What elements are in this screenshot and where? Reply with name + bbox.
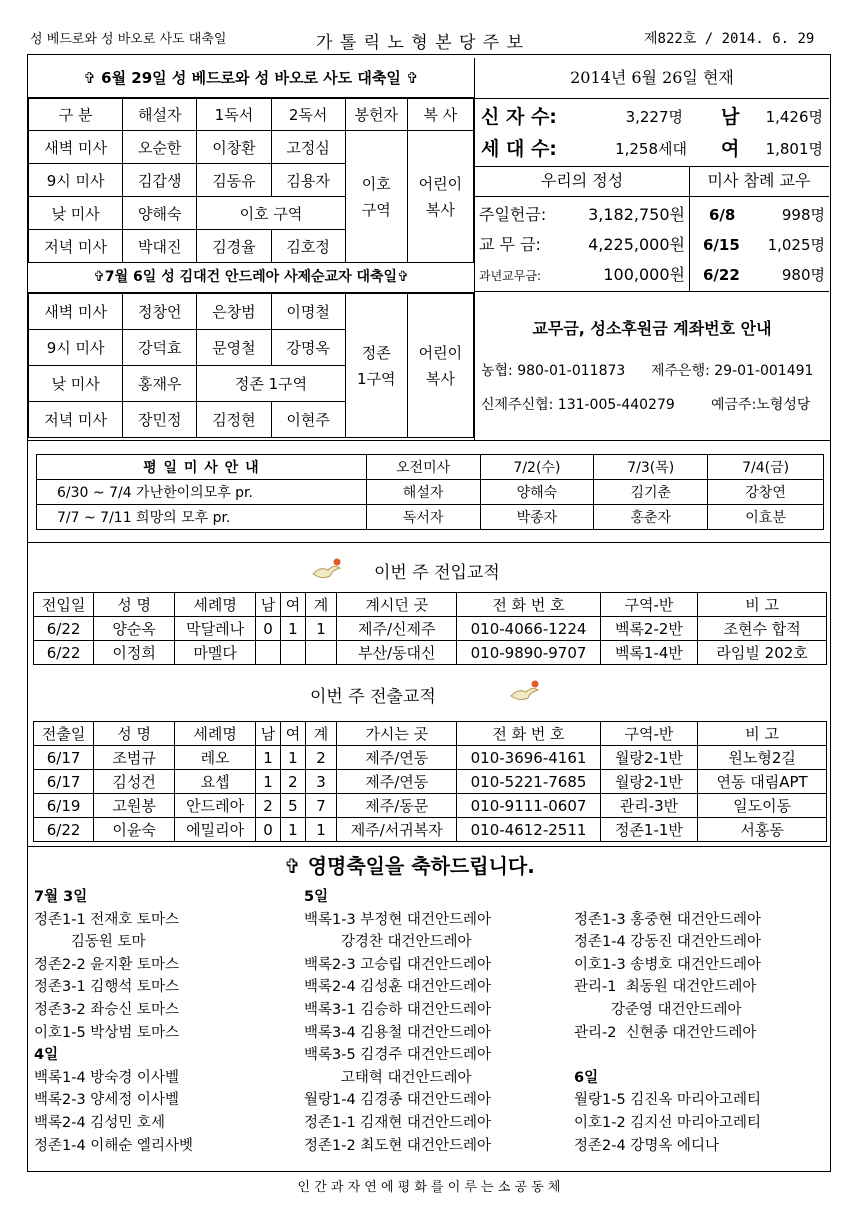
table-cell: 월랑2-1반	[600, 746, 698, 770]
table-cell: 일도이동	[698, 794, 827, 818]
table-cell: 조범규	[94, 746, 175, 770]
column-header: 비 고	[698, 593, 827, 617]
feast-entry: 정존2-4 강명옥 에디나	[574, 1137, 719, 1154]
column-header: 성 명	[94, 593, 175, 617]
column-header: 계	[305, 722, 336, 746]
feast-entry	[574, 886, 830, 909]
feast-entry: 백록3-5 김경주 대건안드레아	[304, 1047, 491, 1064]
feast-column-1	[34, 886, 304, 1157]
table-cell: 연동 대림APT	[698, 770, 827, 794]
table-cell: 010-4066-1224	[457, 617, 600, 641]
feast-entry: 정존1-4 이해순 엘리사벳	[34, 1137, 193, 1154]
table-cell: 1	[256, 746, 281, 770]
schedule2-title: ✞7월 6일 성 김대건 안드레아 사제순교자 대축일✞	[28, 261, 474, 293]
table-cell: 제주/연동	[337, 746, 457, 770]
table-cell: 관리-3반	[600, 794, 698, 818]
dove-icon	[310, 556, 344, 582]
table-cell: 6/22	[34, 818, 94, 842]
bulletin-title: 가 톨 릭 노 형 본 당 주 보	[316, 33, 525, 53]
offering-title: 우리의 정성	[540, 171, 624, 190]
table-cell: 1	[305, 818, 336, 842]
table-cell: 6/19	[34, 794, 94, 818]
table-cell: 010-3696-4161	[457, 746, 600, 770]
table-cell: 6/22	[34, 617, 94, 641]
feast-entry: 정존3-1 김행석 토마스	[34, 979, 179, 996]
feast-entry: 이호1-3 송병호 대건안드레아	[574, 956, 761, 973]
table-cell: 조현수 합적	[698, 617, 827, 641]
column-header: 전입일	[34, 593, 94, 617]
table-cell: 제주/신제주	[337, 617, 457, 641]
table-row	[34, 641, 827, 665]
table-cell: 1	[281, 818, 306, 842]
feast-entry: 이호1-5 박상범 토마스	[34, 1024, 179, 1041]
schedule2-table: 새벽 미사 정창언 은창범 이명철 정존 1구역 어린이 복사 9시 미사 강덕효 문영철 강명옥 낮 미사 홍재우 정존 1구역 저녁 미사 장민정 김정현 이현주	[28, 293, 474, 438]
table-cell: 마멜다	[175, 641, 256, 665]
feast-entry: 월랑1-4 김경종 대건안드레아	[304, 1092, 491, 1109]
table-cell: 7	[305, 794, 336, 818]
table-cell: 0	[256, 617, 281, 641]
table-row	[34, 617, 827, 641]
table-cell: 김성건	[94, 770, 175, 794]
table-cell: 5	[281, 794, 306, 818]
feast-date: 5일	[304, 889, 329, 905]
column-header: 세례명	[175, 593, 256, 617]
table-cell: 010-5221-7685	[457, 770, 600, 794]
table-cell: 6/17	[34, 746, 94, 770]
attendance-title: 미사 참례 교우	[707, 171, 811, 190]
footer-motto: 인 간 과 자 연 에 평 화 를 이 루 는 소 공 동 체	[297, 1180, 561, 1195]
table-cell: 1	[256, 770, 281, 794]
column-header: 세례명	[175, 722, 256, 746]
table-cell: 부산/동대신	[337, 641, 457, 665]
column-header: 여	[281, 722, 306, 746]
feast-entry	[574, 1044, 830, 1067]
feast-entry: 정존1-1 김재현 대건안드레아	[304, 1114, 491, 1131]
table-cell	[305, 641, 336, 665]
table-cell: 고원봉	[94, 794, 175, 818]
table-cell: 원노형2길	[698, 746, 827, 770]
feast-entry: 정존3-2 좌승신 토마스	[34, 1001, 179, 1018]
feast-entry: 정존1-4 강동진 대건안드레아	[574, 934, 761, 951]
table-cell: 3	[305, 770, 336, 794]
table-cell: 벡록2-2반	[600, 617, 698, 641]
table-cell	[256, 641, 281, 665]
table-cell: 벡록1-4반	[600, 641, 698, 665]
column-header: 계시던 곳	[337, 593, 457, 617]
feast-entry: 관리-1 최동원 대건안드레아	[574, 979, 757, 996]
table-cell: 정존1-1반	[600, 818, 698, 842]
feast-column-2	[304, 886, 574, 1157]
column-header: 여	[281, 593, 306, 617]
table-cell: 라임빌 202호	[698, 641, 827, 665]
in-table	[33, 592, 827, 665]
feast-entry: 백록2-4 김성훈 대건안드레아	[304, 979, 491, 996]
table-cell: 0	[256, 818, 281, 842]
column-header: 계	[305, 593, 336, 617]
header-feast: 성 베드로와 성 바오로 사도 대축일	[30, 32, 227, 47]
feast-entry: 강준영 대건안드레아	[574, 1001, 742, 1018]
table-cell: 안드레아	[175, 794, 256, 818]
feast-entry: 백록2-4 김성민 호세	[34, 1114, 165, 1131]
table-cell: 서홍동	[698, 818, 827, 842]
header	[30, 28, 830, 54]
table-row	[34, 746, 827, 770]
feast-entry: 고태혁 대건안드레아	[304, 1069, 472, 1086]
table-row	[34, 770, 827, 794]
schedule1-title: ✞ 6월 29일 성 베드로와 성 바오로 사도 대축일 ✞	[28, 58, 474, 98]
table-cell: 제주/동문	[337, 794, 457, 818]
weekday-table: 평 일 미 사 안 내 오전미사 7/2(수) 7/3(목) 7/4(금) 6/30 ~ 7/4 가난한이의모후 pr. 해설자 양해숙 김기춘 강창연 7/7 ~ 7/11 희망의 모후 pr. 독서자 박종자 홍춘자 이효분	[36, 454, 824, 530]
table-cell: 2	[256, 794, 281, 818]
feast-title: ✞ 영명축일을 축하드립니다.	[284, 854, 535, 878]
column-header: 전 화 번 호	[457, 593, 600, 617]
column-header: 전출일	[34, 722, 94, 746]
table-cell: 1	[281, 617, 306, 641]
feast-entry: 관리-2 신현종 대건안드레아	[574, 1024, 757, 1041]
table-cell: 010-9890-9707	[457, 641, 600, 665]
feast-entry: 백록2-3 양세정 이사벨	[34, 1092, 179, 1109]
stats-panel: 2014년 6월 26일 현재 신 자 수: 3,227명 남 1,426명 세 대 수: 1,258세대 여 1,801명 우리의 정성 미사 참례 교우 주일헌금: 3,182,750원 교 무 금: 4,225,000원 과년교무금: 100,000원 6/8 998명 6/15 1,025명 6/22 980명 교무금, 성소후원금 계좌번호 안내 농협: 980-01-011873 제주은행: 29-01-001491 신제주신협: 131-005-440279 예금주:노형성당	[474, 58, 828, 440]
feast-entry: 백록1-3 부정현 대건안드레아	[304, 911, 491, 928]
table-cell: 요셉	[175, 770, 256, 794]
feast-entry: 정존1-1 전재호 토마스	[34, 911, 179, 928]
table-cell: 2	[281, 770, 306, 794]
table-cell: 막달레나	[175, 617, 256, 641]
column-header: 구역-반	[600, 593, 698, 617]
stats-date: 2014년 6월 26일 현재	[570, 68, 734, 87]
in-title-row: 이번 주 전입교적	[310, 556, 570, 584]
table-cell: 6/22	[34, 641, 94, 665]
feast-entry: 이호1-2 김지선 마리아고레티	[574, 1114, 761, 1131]
schedule1-table: 구 분 해설자 1독서 2독서 봉헌자 복 사 새벽 미사 오순한 이창환 고정심 이호 구역 어린이 복사 9시 미사 김갑생 김동유 김용자 낮 미사 양해숙 이호 구역 저녁 미사 박대진 김경율 김호정	[28, 98, 474, 263]
table-row	[34, 818, 827, 842]
feast-entry: 백록3-4 김용철 대건안드레아	[304, 1024, 491, 1041]
table-cell: 1	[305, 617, 336, 641]
out-table	[33, 721, 827, 842]
column-header: 비 고	[698, 722, 827, 746]
feast-entry: 백록1-4 방숙경 이사벨	[34, 1069, 179, 1086]
feast-date: 6일	[574, 1069, 599, 1086]
feast-entry: 정존2-2 윤지환 토마스	[34, 956, 179, 973]
table-cell: 제주/서귀복자	[337, 818, 457, 842]
table-cell: 이정희	[94, 641, 175, 665]
feast-entry: 백록2-3 고승립 대건안드레아	[304, 956, 491, 973]
feast-entry: 백록3-1 김승하 대건안드레아	[304, 1001, 491, 1018]
table-cell: 에밀리아	[175, 818, 256, 842]
table-cell: 양순옥	[94, 617, 175, 641]
column-header: 남	[256, 593, 281, 617]
table-cell: 레오	[175, 746, 256, 770]
feast-entry: 월랑1-5 김진옥 마리아고레티	[574, 1092, 761, 1109]
feast-entry: 정존1-2 최도현 대건안드레아	[304, 1137, 491, 1154]
column-header: 성 명	[94, 722, 175, 746]
table-row	[34, 794, 827, 818]
table-cell: 2	[305, 746, 336, 770]
column-header: 구역-반	[600, 722, 698, 746]
column-header: 전 화 번 호	[457, 722, 600, 746]
feast-date: 4일	[34, 1047, 59, 1064]
column-header: 남	[256, 722, 281, 746]
feast-entry: 강경찬 대건안드레아	[304, 934, 472, 951]
table-cell: 이윤숙	[94, 818, 175, 842]
feast-entry: 김동원 토마	[34, 934, 146, 951]
table-cell: 제주/연동	[337, 770, 457, 794]
feast-column-3	[574, 886, 830, 1157]
table-cell: 010-4612-2511	[457, 818, 600, 842]
feast-date: 7월 3일	[34, 889, 88, 905]
table-cell: 1	[281, 746, 306, 770]
table-cell: 6/17	[34, 770, 94, 794]
table-cell: 월랑2-1반	[600, 770, 698, 794]
column-header: 가시는 곳	[337, 722, 457, 746]
table-cell	[281, 641, 306, 665]
dove-icon	[508, 678, 542, 704]
account-title: 교무금, 성소후원금 계좌번호 안내	[532, 319, 772, 338]
out-title-row: 이번 주 전출교적	[306, 680, 566, 708]
feast-entry: 정존1-3 홍중현 대건안드레아	[574, 911, 761, 928]
table-cell: 010-9111-0607	[457, 794, 600, 818]
issue-number: 제822호 / 2014. 6. 29	[644, 31, 815, 47]
